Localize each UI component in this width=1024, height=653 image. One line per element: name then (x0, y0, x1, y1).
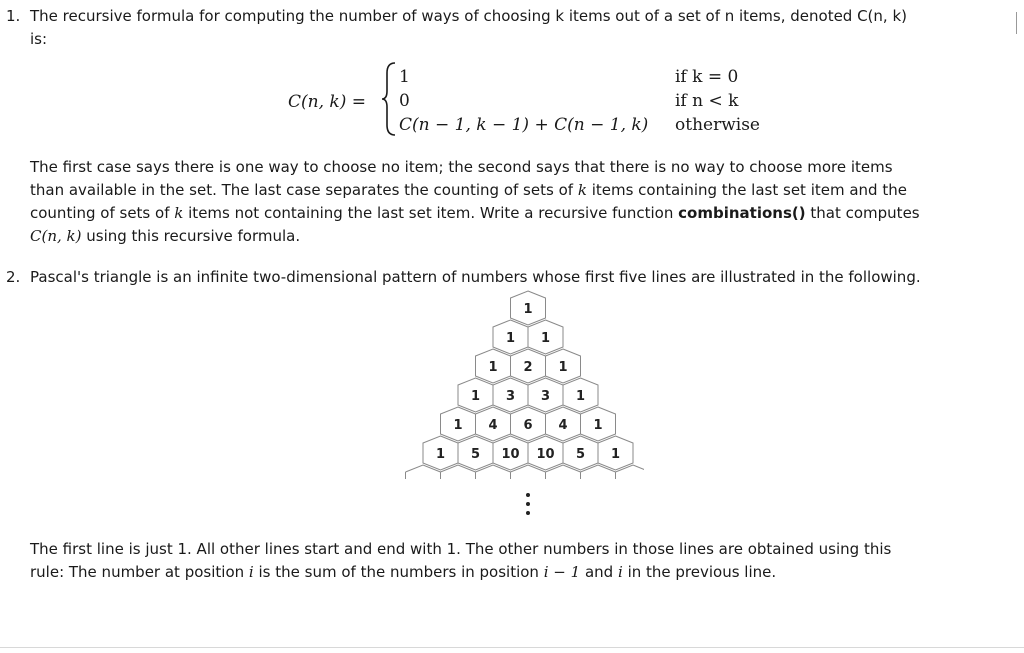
pascal-cell-value: 1 (488, 360, 498, 375)
pascal-cell-value: 1 (470, 389, 481, 404)
continuation-dot (526, 493, 530, 497)
pascal-cell-value: 4 (558, 418, 568, 433)
pascal-cell-value: 1 (575, 389, 586, 404)
formula-case-1-value: 1 (399, 67, 410, 87)
pascal-cell-value: 6 (523, 418, 533, 433)
pascal-cell-value: 1 (593, 418, 603, 433)
pascal-cell-value: 1 (505, 331, 516, 346)
formula-lhs: C(n, k) = (288, 92, 366, 112)
pascal-cell-value: 3 (540, 389, 551, 404)
item1-para-line2: than available in the set. The last case separates the counting of sets of k items containing the last set item and the (30, 181, 907, 199)
pascal-cell-value: 10 (501, 447, 520, 462)
continuation-dot (526, 502, 530, 506)
continuation-dot (526, 511, 530, 515)
pascal-cell-value: 1 (523, 302, 533, 317)
pascal-cell-value: 10 (536, 447, 555, 462)
pascal-cell-value: 3 (505, 389, 516, 404)
item-number-2: 2. (6, 268, 21, 286)
function-name: combinations() (678, 204, 806, 222)
item1-intro-line2: is: (30, 30, 48, 48)
formula-brace (381, 61, 397, 137)
pascal-cell-value: 5 (470, 447, 481, 462)
pascals-triangle (404, 285, 644, 517)
item2-outro-line1: The first line is just 1. All other lines start and end with 1. The other numbers in those lines are obtained using this (30, 540, 892, 558)
item1-para-line4: C(n, k) using this recursive formula. (30, 227, 301, 245)
formula-case-3-condition: otherwise (675, 115, 760, 135)
item2-intro: Pascal's triangle is an infinite two-dimensional pattern of numbers whose first five lines are illustrated in the following. (30, 268, 921, 286)
pascal-cell-value: 4 (488, 418, 498, 433)
pascal-cell-value: 1 (540, 331, 551, 346)
item2-outro-line2: rule: The number at position i is the sum of the numbers in position i − 1 and i in the previous line. (30, 563, 777, 581)
formula-case-3-value: C(n − 1, k − 1) + C(n − 1, k) (399, 115, 649, 135)
pascal-cell-value: 1 (610, 447, 621, 462)
item1-para-line1: The first case says there is one way to choose no item; the second says that there is no way to choose more items (30, 158, 893, 176)
item1-para-line3: counting of sets of k items not containing the last set item. Write a recursive function combinations() that computes (30, 204, 920, 222)
bottom-divider (0, 647, 1024, 648)
pascal-cell-value: 5 (575, 447, 586, 462)
item1-intro-line1: The recursive formula for computing the number of ways of choosing k items out of a set of n items, denoted C(n, k) (30, 7, 907, 25)
pascal-cell-value: 1 (435, 447, 446, 462)
pascal-cell-value: 2 (523, 360, 533, 375)
pascal-cell-value: 1 (558, 360, 568, 375)
item-number-1: 1. (6, 7, 21, 25)
formula-case-2-value: 0 (399, 91, 410, 111)
formula-case-2-condition: if n < k (675, 91, 739, 111)
formula-case-1-condition: if k = 0 (675, 67, 739, 87)
text-cursor (1016, 12, 1017, 34)
pascal-cell-value: 1 (453, 418, 463, 433)
